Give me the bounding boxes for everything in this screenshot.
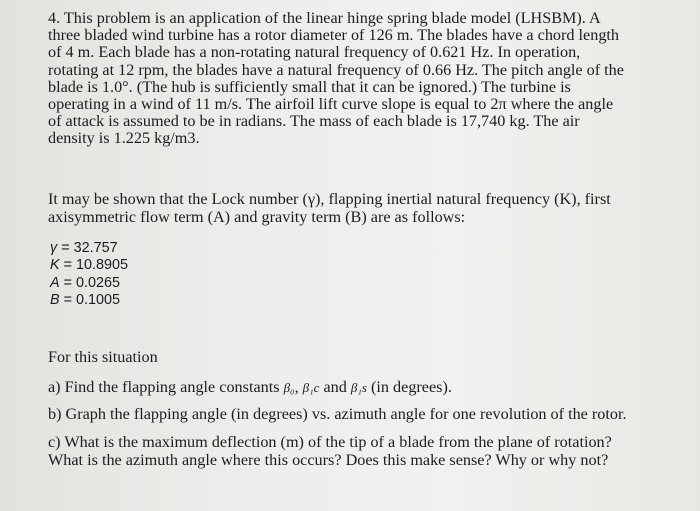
value-text: = 0.1005 — [59, 291, 121, 308]
value-symbol: B — [50, 291, 60, 308]
question-a-separator-2: and — [319, 378, 351, 396]
question-a-prefix: a) Find the flapping angle constants — [48, 378, 284, 396]
situation-heading: For this situation — [48, 348, 158, 366]
question-c-line-2: What is the azimuth angle where this occurs? Does this make sense? Why or why not? — [48, 451, 609, 469]
value-text: = 32.757 — [57, 240, 118, 256]
intro-line-1: It may be shown that the Lock number (γ), flapping inertial natural frequency (K), first — [48, 190, 611, 208]
beta-0-symbol: β₀ — [283, 380, 295, 395]
problem-statement — [48, 10, 688, 148]
question-c-line-1: c) What is the maximum deflection (m) of the tip of a blade from the plane of rotation? — [48, 433, 612, 451]
beta-1s-symbol: β₁s — [350, 380, 367, 395]
given-values-list — [50, 240, 128, 309]
problem-line-7: of attack is assumed to be in radians. The mass of each blade is 17,740 kg. The air — [48, 112, 580, 131]
intro-line-2: axisymmetric flow term (A) and gravity term (B) are as follows: — [48, 208, 466, 226]
problem-line-4: rotating at 12 rpm, the blades have a natural frequency of 0.66 Hz. The pitch angle of the — [48, 60, 624, 79]
inertial-frequency-value — [50, 257, 128, 274]
value-symbol: A — [50, 274, 60, 291]
question-a-suffix: (in degrees). — [366, 378, 452, 396]
question-a-separator-1: , — [294, 378, 303, 396]
value-text: = 10.8905 — [59, 257, 129, 274]
beta-1c-symbol: β₁c — [302, 380, 320, 395]
value-symbol: γ — [50, 240, 58, 256]
value-symbol: K — [50, 257, 60, 274]
given-values-intro — [48, 190, 688, 226]
problem-line-8: density is 1.225 kg/m3. — [48, 129, 200, 148]
axisymmetric-flow-value — [50, 275, 128, 292]
problem-line-3: of 4 m. Each blade has a non-rotating natural frequency of 0.621 Hz. In operation, — [48, 43, 581, 62]
problem-line-6: operating in a wind of 11 m/s. The airfoil lift curve slope is equal to 2π where the angle — [48, 95, 614, 114]
value-text: = 0.0265 — [59, 274, 121, 291]
question-a — [48, 378, 452, 397]
gravity-term-value — [50, 292, 128, 309]
lock-number-value — [50, 240, 128, 257]
problem-line-2: three bladed wind turbine has a rotor diameter of 126 m. The blades have a chord length — [48, 26, 620, 45]
problem-line-5: blade is 1.0°. (The hub is sufficiently small that it can be ignored.) The turbine is — [48, 77, 571, 96]
problem-line-1: 4. This problem is an application of the linear hinge spring blade model (LHSBM). A — [48, 9, 601, 27]
question-b: b) Graph the flapping angle (in degrees) vs. azimuth angle for one revolution of the rotor. — [48, 405, 627, 423]
